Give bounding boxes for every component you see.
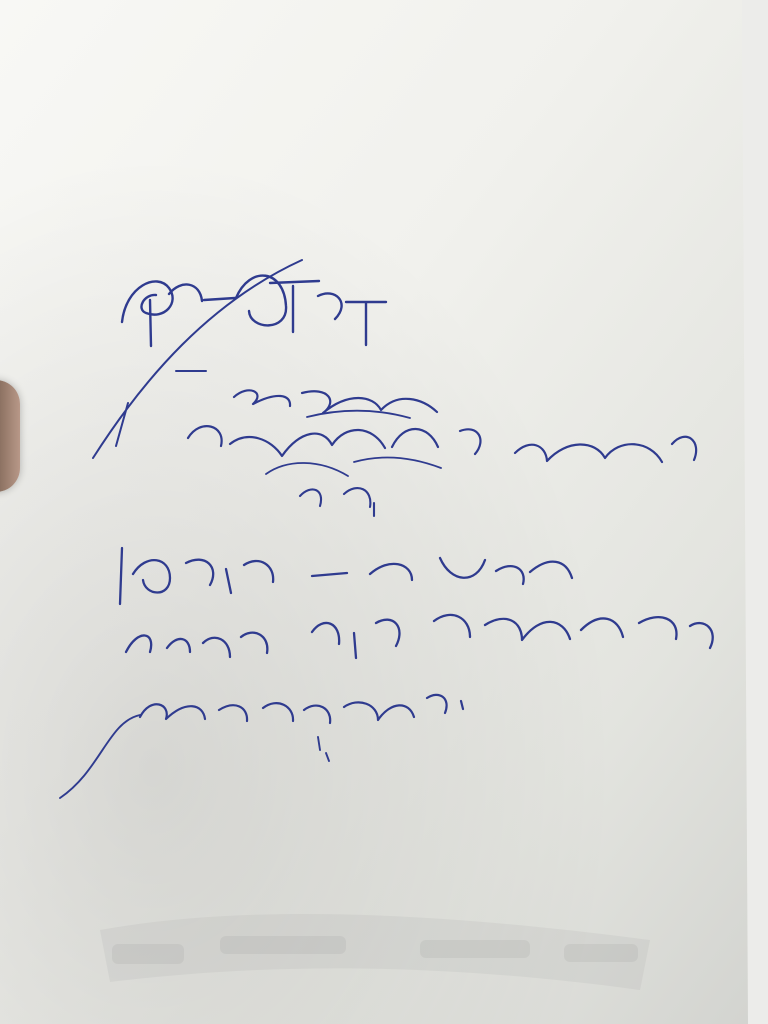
finger <box>0 380 20 492</box>
